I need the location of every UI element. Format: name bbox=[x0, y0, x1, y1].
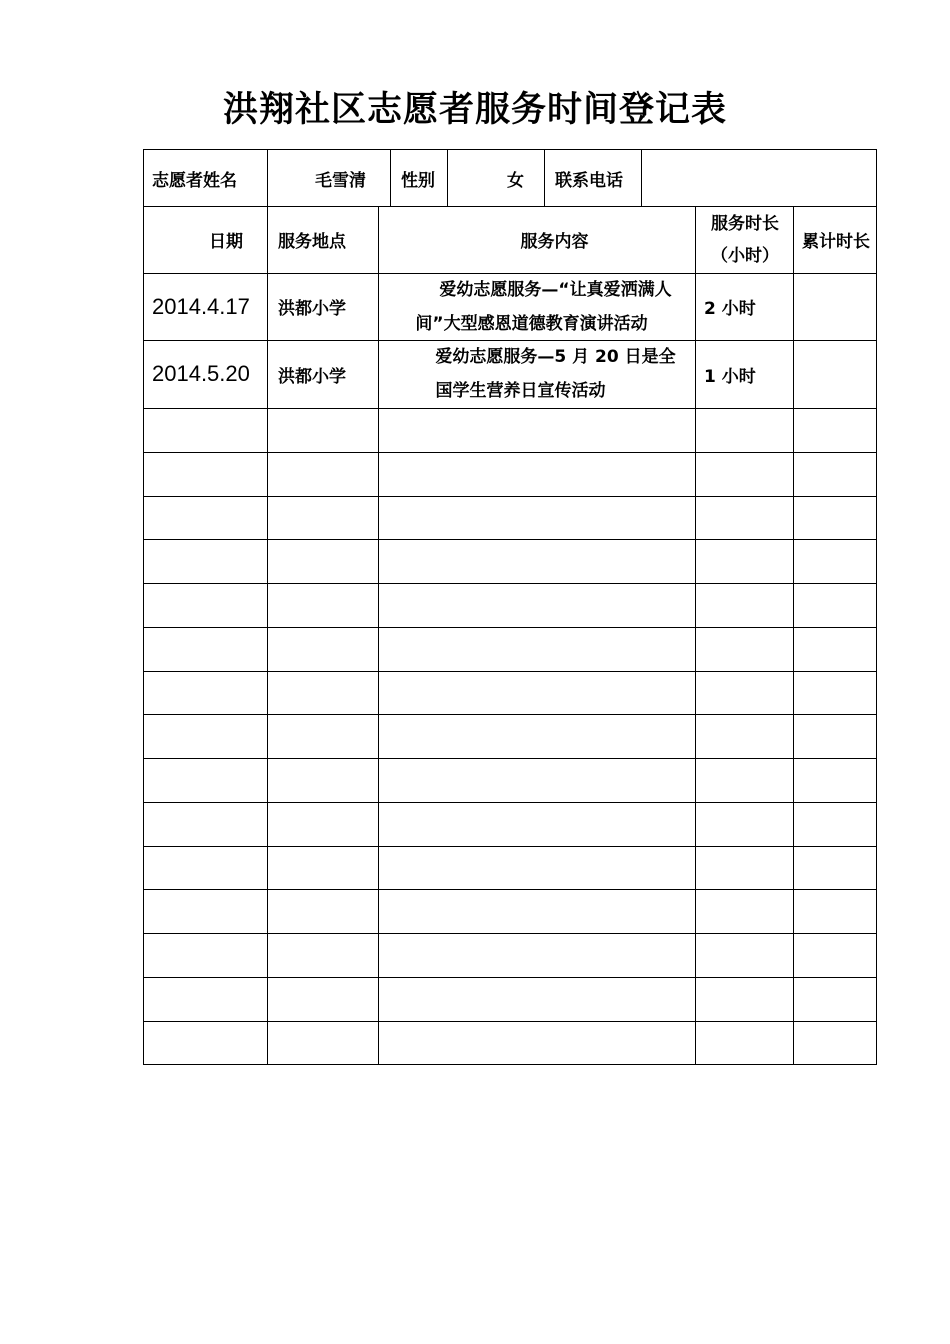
record-date: 2014.4.17 bbox=[152, 293, 250, 319]
table-row-empty bbox=[144, 496, 876, 540]
record-content-line1: 爱幼志愿服务—5 月 20 日是全 bbox=[435, 347, 676, 367]
record-content bbox=[379, 340, 696, 408]
info-column-divider bbox=[641, 150, 642, 206]
header-date: 日期 bbox=[209, 232, 243, 252]
record-content-line2: 间”大型感恩道德教育演讲活动 bbox=[415, 313, 648, 334]
record-cumulative bbox=[794, 340, 878, 408]
gender-label: 性别 bbox=[401, 170, 435, 191]
phone-value bbox=[642, 150, 878, 206]
record-date: 2014.5.20 bbox=[152, 361, 250, 386]
gender-value: 女 bbox=[507, 170, 524, 191]
table-row-divider bbox=[144, 340, 876, 341]
table-row-empty bbox=[144, 758, 876, 802]
table-row-divider bbox=[144, 206, 876, 207]
phone-label: 联系电话 bbox=[555, 170, 623, 191]
record-content bbox=[379, 273, 696, 340]
record-location: 洪都小学 bbox=[278, 299, 346, 319]
table-row-empty bbox=[144, 627, 876, 671]
record-cumulative bbox=[794, 273, 878, 340]
page-title: 洪翔社区志愿者服务时间登记表 bbox=[222, 90, 727, 130]
record-content-line1: 爱幼志愿服务—“让真爱洒满人 bbox=[439, 279, 672, 300]
record-duration: 2 小时 bbox=[704, 299, 756, 319]
table-row-empty bbox=[144, 452, 876, 496]
info-column-divider bbox=[390, 150, 391, 206]
table-row-empty bbox=[144, 671, 876, 715]
record-duration: 1 小时 bbox=[704, 366, 756, 387]
record-content-line2: 国学生营养日宣传活动 bbox=[435, 381, 606, 401]
table-row-divider bbox=[144, 273, 876, 274]
table-row-empty bbox=[144, 846, 876, 890]
table-row-empty bbox=[144, 539, 876, 583]
table-row-empty bbox=[144, 408, 876, 452]
volunteer-name-value: 毛雪清 bbox=[315, 170, 366, 191]
header-duration-line1: 服务时长 bbox=[711, 213, 779, 234]
header-duration-line2: （小时） bbox=[711, 245, 779, 266]
table-row-empty bbox=[144, 889, 876, 933]
table-row-empty bbox=[144, 714, 876, 758]
record-location: 洪都小学 bbox=[278, 366, 346, 387]
info-column-divider bbox=[267, 150, 268, 206]
info-column-divider bbox=[447, 150, 448, 206]
header-location: 服务地点 bbox=[278, 232, 346, 252]
header-cumulative: 累计时长 bbox=[802, 232, 870, 252]
volunteer-name-label: 志愿者姓名 bbox=[152, 170, 237, 191]
registration-table bbox=[143, 149, 877, 1065]
table-row-empty bbox=[144, 802, 876, 846]
header-content: 服务内容 bbox=[520, 232, 589, 252]
table-row-empty bbox=[144, 583, 876, 627]
table-row-empty bbox=[144, 933, 876, 977]
table-row-empty bbox=[144, 977, 876, 1021]
table-row-empty bbox=[144, 1021, 876, 1065]
header-duration bbox=[696, 206, 794, 273]
info-column-divider bbox=[544, 150, 545, 206]
